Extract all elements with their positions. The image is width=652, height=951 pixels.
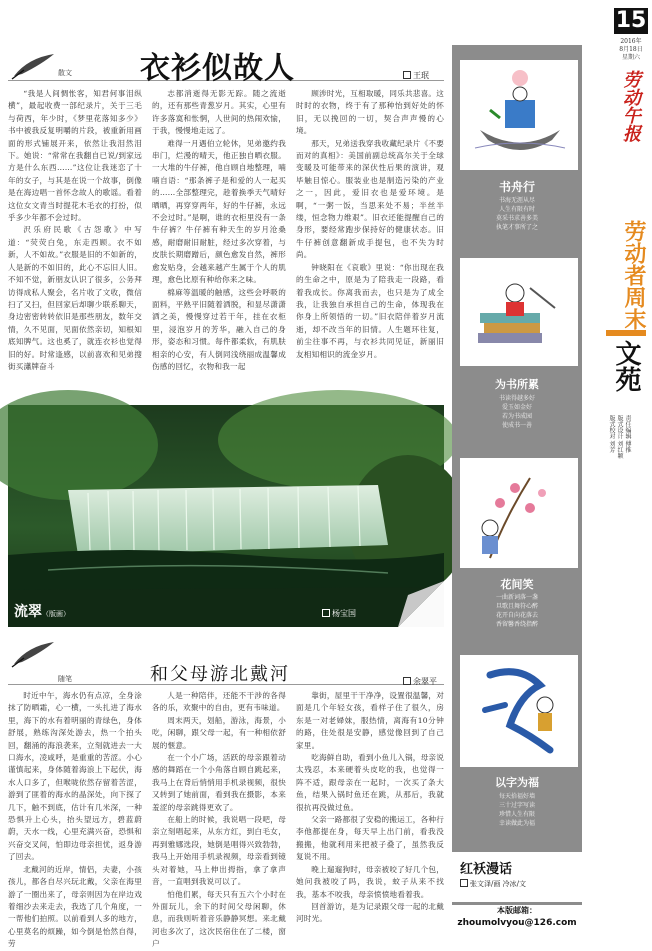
cartoon-bookstack-drawing bbox=[460, 258, 578, 366]
painting-title-text: 流翠 bbox=[14, 604, 42, 620]
verse-line: 书海无涯从尽 bbox=[498, 197, 535, 204]
article1-col3 bbox=[296, 88, 444, 400]
paragraph: 顾涉时光，互相取暖，同乐共悲喜。这时时的衣物，终于有了那种怡到好处的怀旧，无以挽回的一切，契合声声慢的心境。 bbox=[296, 89, 444, 136]
paragraph: 周末两天，划船，游泳，海景，小吃，闲聊，跟父母一起，有一种相依舒展的惬意。 bbox=[152, 715, 286, 750]
quill-icon bbox=[8, 52, 58, 80]
author-box-icon bbox=[322, 609, 330, 617]
author-box-icon bbox=[403, 677, 411, 685]
cartoon-image-4 bbox=[460, 655, 578, 767]
page-number: 15 bbox=[615, 8, 647, 33]
painting-author bbox=[322, 608, 356, 619]
paper-logo: 劳动午报 bbox=[620, 70, 641, 142]
section-bar bbox=[606, 330, 646, 336]
paragraph: 回首游访，是为记录跟父母一起的北戴河时光。 bbox=[296, 901, 444, 924]
cartoon-title-3: 花间笑 bbox=[500, 578, 534, 591]
painting-author-name: 杨宝国 bbox=[332, 609, 356, 618]
issue-date bbox=[611, 38, 651, 62]
article2-author-name: 余翠平 bbox=[413, 677, 437, 686]
paragraph: “我是人间惆怅客，知君何事泪纵横”，最起收费一部纪录片，关于三毛与荷西，年少时，《梦里花落知多少》书中被我反复明嚼的片段，被重新用画面的形式铺展开来，依然让我泪然泪下。她说：“常常在我翻自已说/到家远方是什么东西……”这位让我迷恋了十年的女子，与其是在说一个故事，倒像是在海边唱一首怀念故人的歌谣。看着这位女文青当时提花木毛衣的打扮，似乎多少年都不会过时。 bbox=[8, 89, 142, 223]
cartoon-fu-character-drawing bbox=[460, 655, 578, 767]
paragraph: 钟晓阳在《哀歌》里说：“你出现在我的生命之中，原是为了陪我走一段路，看着我成长。你离我而去，也只是为了成全我，让我独自承担自己的生命，体现我在你身上所领悟的一切。”旧衣陪伴着岁月流逝，却不改当年的旧情。人生题环往复，前尘往事不再，与衣衫共同见证，新丽旧友相知相识的流金岁月。 bbox=[296, 262, 444, 359]
credit-design: 版式设计 刘红颖 bbox=[616, 415, 623, 459]
credit-box-icon bbox=[460, 879, 468, 887]
verse-line: 香留馨香绕指醉 bbox=[495, 621, 538, 628]
paragraph: 那天，兄弟送我穿我收藏纪录片《不要而对的真相》：美国前副总统高尔关于全球变暖及可能带来的深伏性后果的演讲，观毕触目惊心。服装业也是制造污染的产业之一，因此，爱旧衣也是爱环境。是啊，“一粥一饭，当思来处不易；半丝半缕，恒念物力维艰”。旧衣还能提醒自己的身形，要经常跑步保持好的健康状态。旧牛仔裤创意翻新成手提包，也不失为时尚。 bbox=[296, 138, 444, 260]
paragraph: 棉麻等温暖的触感，这些会呼吸的面料，平熟平旧随着洒脱，和显尽潇潇洒之美，慢慢穿过若干年，挂在衣柜里，浸泡岁月的芳华，融入自己的身形，姿态和习惯。每件都柔软，有肌肤相亲的心安，有人倒同浅绕丽成温馨成伤感的回忆，衣物和我一起 bbox=[152, 287, 286, 371]
article1-title: 衣衫似故人 bbox=[140, 51, 295, 86]
cartoon-title-4: 以字为福 bbox=[495, 776, 539, 789]
article2-col1 bbox=[8, 690, 142, 949]
article1-author bbox=[403, 70, 429, 81]
credits bbox=[607, 415, 631, 475]
comic-credits-text: 张文泽/画 冷冰/文 bbox=[470, 880, 526, 888]
verse-line: 一曲新词落一盏 bbox=[495, 594, 538, 601]
paragraph: 靠街，屋里干干净净，设置很温馨，对面是几个年轻女孩，看样子住了很久，房东是一对老婦妹，服热情，离海有10分钟的路，住处很是安静，感觉像回到了自己家里。 bbox=[296, 691, 444, 750]
cartoon-verse-2 bbox=[452, 394, 582, 430]
paragraph: 志都消逝得无影无踪。随之流逝的，还有那些青葱岁月。其实，心里有许多落寞和怅惘，人世间的热闹欢愉，于我，慢慢地走远了。 bbox=[152, 89, 286, 136]
verse-line: 珍惜人生有限 bbox=[498, 811, 535, 818]
verse-line: 执笔才事所了之 bbox=[495, 224, 538, 231]
article2-author bbox=[403, 676, 437, 687]
verse-line: 旦歌且舞符心醉 bbox=[495, 603, 538, 610]
verse-line: 书读得越多好 bbox=[498, 395, 535, 402]
cartoon-verse-3 bbox=[452, 593, 582, 629]
paragraph: 吃海鲜自助，看到小鱼儿入锅，母亲说太残忍，本来硬着头皮吃的我，也觉得一阵不适，跟母亲在一起时，一次买了条大鱼，结果入锅时鱼还在跳，从那后，我就很抗再没做过鱼。 bbox=[296, 753, 444, 812]
cartoon-title-1: 书舟行 bbox=[498, 180, 535, 194]
comic-title: 红袄漫话 bbox=[460, 862, 513, 877]
painting-frame bbox=[8, 405, 444, 627]
date-weekday: 星期六 bbox=[621, 54, 640, 61]
quill-icon bbox=[8, 640, 58, 668]
article1-col1 bbox=[8, 88, 142, 400]
email-address[interactable]: zhoumolvyou@126.com bbox=[457, 918, 577, 928]
paragraph: 难得一月遇伯立轮休，见弟邀约我串门，烂漫的晴天，他正独自晒衣服。一大堆的牛仔裤，他自顾自地整理，喃喃自语：“那条裤子是和爱的人一起买的……全部整理完，趁着换季天气晴好晒晒，再穿穿两年，好的牛仔裤，永远不会过时。”是啊，谁的衣柜里没有一条牛仔裤？牛仔裤有种天生的岁月沧桑感，耐磨耐旧耐脏，经过多次穿着，与皮肤长期磨蹭后，颜色愈发自然，裤形愈发贴身，会越来越产生属于个人的肌理，愈色比原有种给你来之味。 bbox=[152, 138, 286, 285]
email-label: 本版邮箱： bbox=[497, 906, 537, 915]
paragraph: 时近中午，海水仍有点凉，全身涂抹了防晒霜，心一横，一头扎进了海水里，海下的水有着明丽的青绿色，身体舒展，熟练沟深处游去，热一个拍头回，翻涌的海浪袭来，立刻就进去一大口海水，凌咸呼，是重重的苦涩。小心谨慎起来，身体随着海浪上下起伏，海水人口多了，但喉咙依然存留着苦涩，游到了匪着的海水的晶深处，向下探了几下，触不到底，估计有几米深，一种恐惧升上心头，抬头望远方，碧蓝蔚蔚，天水一线，心里充满兴奋，恐惧和兴奋交叉间，怕即边母亲担忧，返身游了回去。 bbox=[8, 691, 142, 862]
verse-line: 三十过字写读 bbox=[498, 802, 535, 809]
cartoon-verse-1 bbox=[452, 196, 582, 232]
painting-title bbox=[14, 601, 70, 621]
verse-line: 若为书成园 bbox=[501, 413, 532, 420]
article1-col2 bbox=[152, 88, 286, 400]
article1-tag: 散文 bbox=[58, 69, 72, 77]
verse-line: 爱玉如金好 bbox=[501, 404, 532, 411]
painting-subtitle: （版画） bbox=[42, 610, 70, 618]
verse-line: 每天拾福好墙 bbox=[498, 793, 535, 800]
email-block bbox=[452, 905, 582, 941]
article1-author-name: 王珉 bbox=[413, 71, 429, 80]
cartoon-image-2 bbox=[460, 258, 578, 366]
credit-proof: 版式校对 刘芳 bbox=[608, 415, 615, 453]
comic-credits bbox=[452, 877, 582, 891]
paragraph: 父亲一路都很了安稳的搬运工，各种行李他都提在身，每天早上出门前，看我没搬搬，他就利用来把被子叠了，虽然我反复说不用。 bbox=[296, 815, 444, 862]
paragraph: 在船上的时候，我说唱一段吧，母亲立刻唱起来，从东方红，到白毛女，再到雅娜选段，她倒是唱得兴致勃勃，我马上开始用手机录视频，母亲看到镜头对着她，马上伸出拇指，拿了拿声音，一直唱到我说可以了。 bbox=[152, 815, 286, 887]
paragraph: 在一个小广场，活跃的母亲跟着动感的舞蹈在一个小角落自顾自跳起来，我马上在背后悄悄用手机录视频，很快又转到了她前面，看到我在摄影，本来羞涩的母亲跳得更欢了。 bbox=[152, 753, 286, 812]
paragraph: 人是一种陪伴，还能不干涉的各得各的乐，欢聚中的自由，更有韦味道。 bbox=[152, 691, 286, 713]
section-name: 劳动者周末 bbox=[621, 220, 646, 330]
paragraph: 沢乐府民歌《古怨歌》中写道：“荧荧白兔，东走西顾。衣不如新，人不如故。”衣服是旧的不如新的，人是新的不如旧的，此心不忘旧人旧。不知不觉，新朋友认识了很多，公务拜访得成私人聚会，名片收了文收，微信扫了又扫，但回家后却聊少联系聊天，身边密密转转依旧是那些朋友，数年交情，久不见面，见面依然亲切，知根知底知脾气。这也奚了，就连衣衫也觉得旧的好。时常逢感，以前喜欢和见弟搜街买瀟牌奋斗 bbox=[8, 225, 142, 371]
cartoon-verse-4 bbox=[452, 792, 582, 828]
cartoon-flowers-drawing bbox=[460, 458, 578, 568]
date-day: 8月18日 bbox=[619, 46, 643, 53]
comic-title-box bbox=[452, 850, 582, 902]
cartoon-boat-drawing bbox=[460, 60, 578, 170]
waterfall-painting bbox=[8, 405, 444, 627]
article2-title: 和父母游北戴河 bbox=[150, 664, 290, 685]
date-year: 2016年 bbox=[620, 38, 642, 45]
cartoon-title-2: 为书所累 bbox=[495, 378, 539, 391]
paragraph: 北戴河的近岸，情侣，夫妻，小孩孩儿，都各自尽兴玩北戴，父亲在海里游了一圈出来了，母亲则因为在岸边戏着细沙去来走去，我选了几个角度，一一帮他们拍照。以前看到人多的地方，心里莫名的烦躁，如今倒是怡然自得，劳 bbox=[8, 864, 142, 949]
cartoon-image-3 bbox=[460, 458, 578, 568]
article2-col2 bbox=[152, 690, 286, 949]
author-box-icon bbox=[403, 71, 411, 79]
article2-tag: 随笔 bbox=[58, 675, 72, 683]
paragraph: 晚上遛遛狗时，母亲被咬了好几个包，她问我被咬了吗，我说，蚊子从来不找我，基本不咬我，母亲愤愤地看着我。 bbox=[296, 864, 444, 899]
paragraph: 怕他们累，每天只有五六个小时在外面玩儿，余下的时间父母闲聊，休息，而我则听着音乐静静冥想。来北戴河也多次了，这次民宿住在了二楼，窗户 bbox=[152, 889, 286, 949]
verse-line: 莫采书求善多美 bbox=[495, 215, 538, 222]
verse-line: 花开自向花落去 bbox=[495, 612, 538, 619]
credit-editor: 责任编辑 傅推 bbox=[624, 415, 631, 453]
section-sub: 文苑 bbox=[611, 340, 641, 392]
verse-line: 使成书一善 bbox=[501, 422, 532, 429]
verse-line: 幸读做此为福 bbox=[498, 820, 535, 827]
cartoon-image-1 bbox=[460, 60, 578, 170]
verse-line: 人生有限有时 bbox=[498, 206, 535, 213]
article2-col3 bbox=[296, 690, 444, 940]
